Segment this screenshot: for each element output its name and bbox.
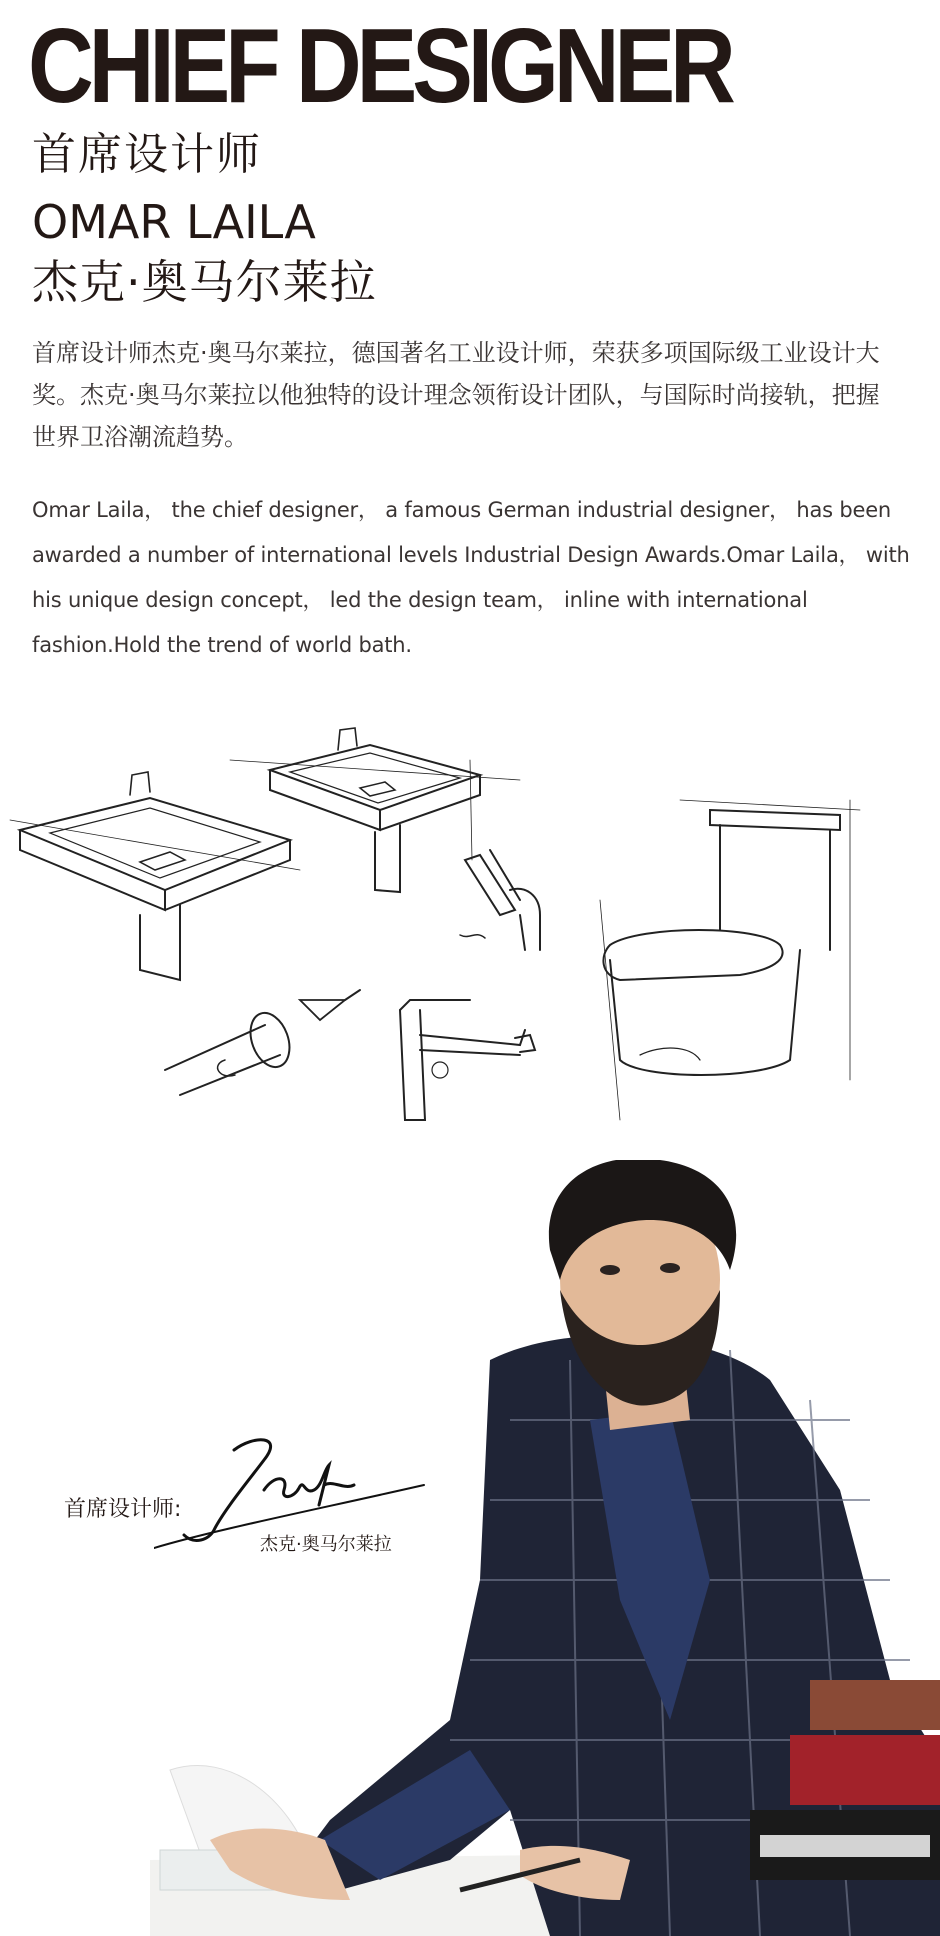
kitchen-faucet-sketch xyxy=(400,1000,535,1120)
designer-name-en: OMAR LAILA xyxy=(32,195,316,249)
signature-name: 杰克·奥马尔莱拉 xyxy=(260,1534,392,1555)
handle-detail-sketch xyxy=(165,990,360,1095)
faucet-sketch xyxy=(460,850,540,950)
page-headline: CHIEF DESIGNER xyxy=(28,7,731,125)
signature-block xyxy=(64,1430,424,1560)
biography-english: Omar Laila， the chief designer， a famous German industrial designer， has been awarded a number of international levels Industrial Design Awards.Omar Laila， with his unique design concept， led the design team， inline with international fashion.Hold the trend of world bath. xyxy=(32,498,910,657)
biography-chinese: 首席设计师杰克·奥马尔莱拉，德国著名工业设计师，荣获多项国际级工业设计大奖。杰克·奥马尔莱拉以他独特的设计理念领衔设计团队，与国际时尚接轨，把握世界卫浴潮流趋势。 xyxy=(32,339,880,451)
designer-name-cn: 杰克·奥马尔莱拉 xyxy=(32,255,377,309)
product-sketches-illustration xyxy=(0,700,940,1170)
chinese-title: 首席设计师 xyxy=(32,129,262,180)
toilet-sketch xyxy=(600,800,860,1120)
basin-sketch-left xyxy=(10,772,300,980)
signature-label: 首席设计师: xyxy=(64,1497,182,1522)
